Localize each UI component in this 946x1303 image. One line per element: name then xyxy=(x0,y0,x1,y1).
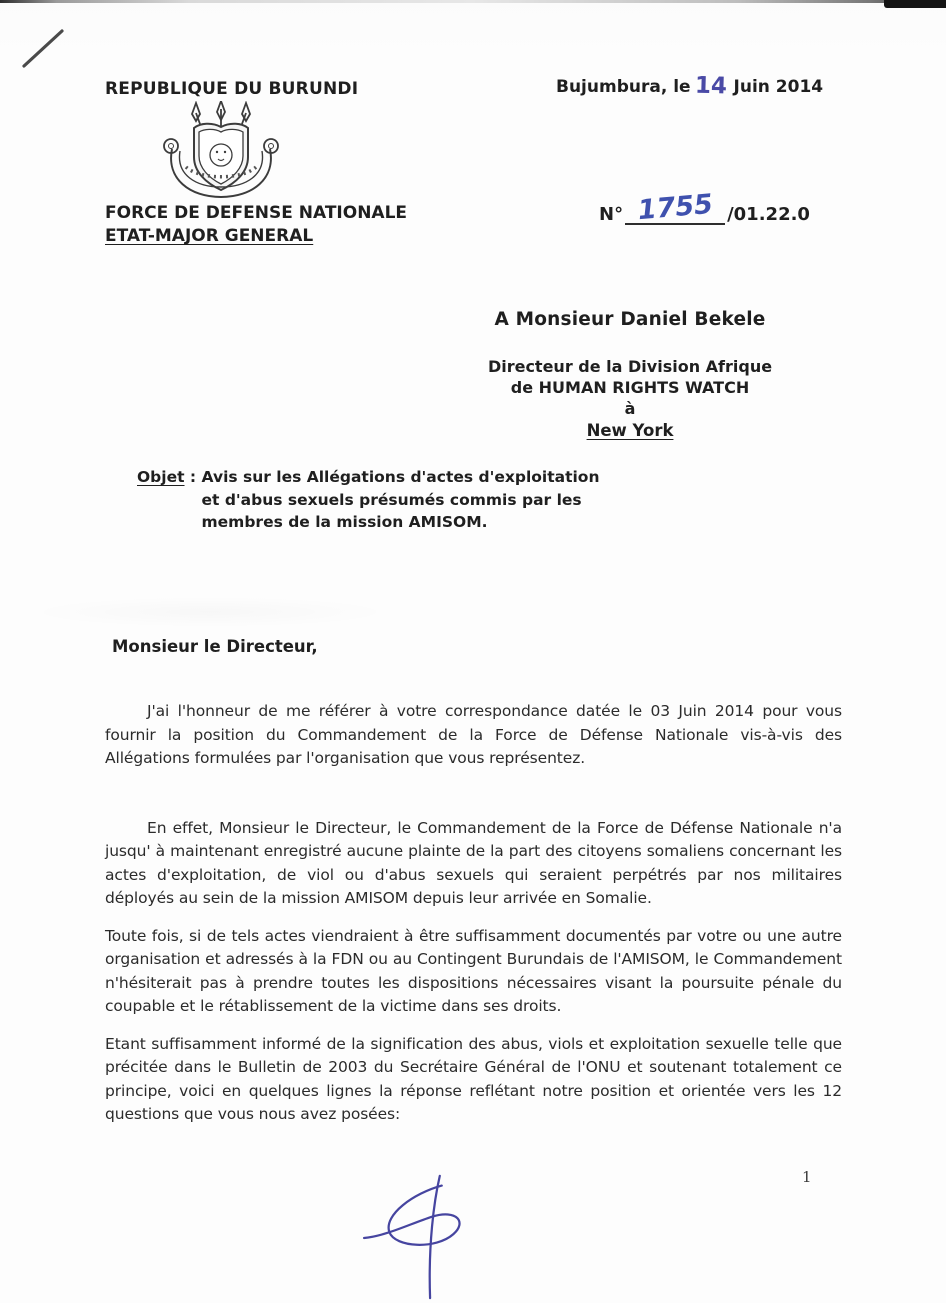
subject-label: Objet xyxy=(137,468,185,486)
place-date-line xyxy=(556,72,824,100)
ref-prefix: N° xyxy=(599,204,624,225)
paragraph: J'ai l'honneur de me référer à votre correspondance datée le 03 Juin 2014 pour vous fournir la position du Commandement de la Force de Défense Nationale vis-à-vis des Allégations formulées par l'organisation que vous représentez. xyxy=(105,702,842,767)
paragraph: En effet, Monsieur le Directeur, le Commandement de la Force de Défense Nationale n'a jusqu' à maintenant enregistré aucune plainte de la part des citoyens somaliens concernant les actes d'exploitation, de viol ou d'abus sexuels qui seraient perpétrés par nos militaires déployés au sein de la mission AMISOM depuis leur arrivée en Somalie. xyxy=(105,818,842,907)
force-title-line1: FORCE DE DEFENSE NATIONALE xyxy=(105,203,408,223)
letter-body xyxy=(105,700,842,1127)
paragraph: Toute fois, si de tels actes viendraient à être suffisamment documentés par votre ou une autre organisation et adressés à la FDN ou au Contingent Burundais de l'AMISOM, le Commandement n'hésiterait pas à prendre toutes les dispositions nécessaires visant la poursuite pénale du coupable et le rétablissement de la victime dans ses droits. xyxy=(105,926,842,1015)
scan-edge-artifact xyxy=(0,0,946,3)
scan-corner-artifact xyxy=(884,0,946,8)
recipient-at: à xyxy=(624,399,636,418)
subject-line: et d'abus sexuels présumés commis par les xyxy=(201,490,582,509)
handwritten-ref-number: 1755 xyxy=(636,188,714,227)
date-suffix: Juin 2014 xyxy=(733,77,824,97)
subject-line: Avis sur les Allégations d'actes d'exploitation xyxy=(201,468,600,486)
handwritten-paraph-icon xyxy=(358,1172,508,1303)
force-title-line2: ETAT-MAJOR GENERAL xyxy=(105,226,314,246)
reference-number-line xyxy=(599,188,810,227)
recipient-block xyxy=(400,309,860,440)
subject-text xyxy=(202,466,600,534)
ref-underline xyxy=(625,188,725,227)
salutation: Monsieur le Directeur, xyxy=(112,637,318,656)
republic-title: REPUBLIQUE DU BURUNDI xyxy=(105,79,359,99)
ref-suffix: /01.22.0 xyxy=(727,204,810,225)
paragraph: Etant suffisamment informé de la signification des abus, viols et exploitation sexuelle telle que précitée dans le Bulletin de 2003 du Secrétaire Général de l'ONU et soutenant totalement ce principe, voici en quelques lignes la réponse reflétant notre position et orientée vers les 12 questions que vous nous avez posées: xyxy=(105,1034,842,1123)
recipient-name: A Monsieur Daniel Bekele xyxy=(494,309,766,330)
subject-block xyxy=(137,466,600,534)
recipient-title-line2: de HUMAN RIGHTS WATCH xyxy=(510,378,750,397)
subject-line: membres de la mission AMISOM. xyxy=(201,513,488,531)
date-prefix: Bujumbura, le xyxy=(556,77,691,97)
subject-colon: : xyxy=(184,468,202,486)
handwritten-day: 14 xyxy=(694,72,727,100)
diagonal-pen-stroke-icon xyxy=(14,20,76,78)
recipient-title-line1: Directeur de la Division Afrique xyxy=(487,357,773,376)
page-number: 1 xyxy=(802,1168,812,1186)
burundi-coat-of-arms-icon xyxy=(146,101,296,206)
recipient-city: New York xyxy=(586,421,674,440)
